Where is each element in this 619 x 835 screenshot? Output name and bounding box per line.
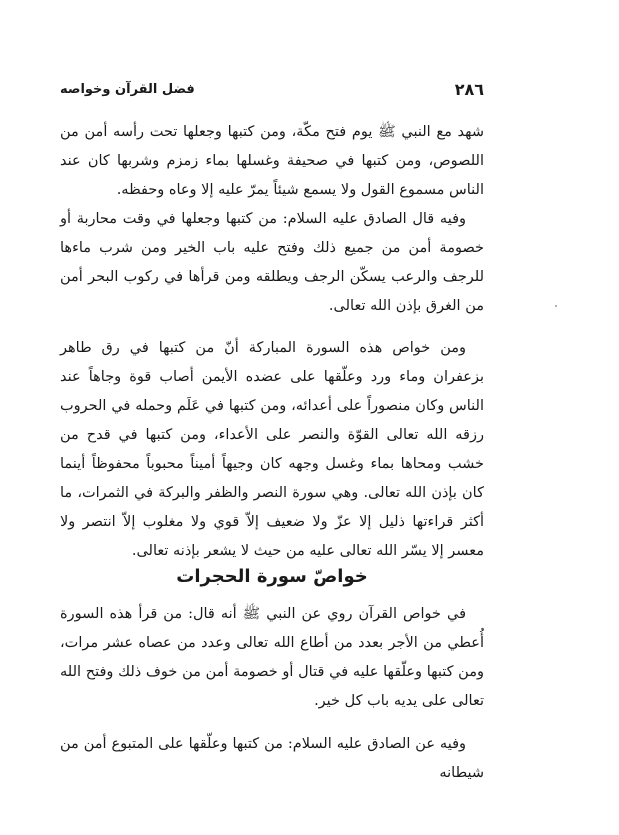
margin-mark	[555, 305, 557, 307]
section-heading: خواصّ سورة الحجرات	[176, 566, 368, 587]
page-number: ٢٨٦	[454, 79, 484, 99]
running-head	[60, 78, 484, 100]
paragraph-2: وفيه قال الصادق عليه السلام: من كتبها وجعلها في وقت محاربة أو خصومة أمن من جميع ذلك وفتح عليه باب الخير ومن شرب ماءها للرجف والرعب يسكّن الرجف ويطلقه ومن قرأها في ركوب البحر أمن من الغرق بإذن الله تعالى.	[60, 211, 484, 314]
paragraph-1: شهد مع النبي ﷺ يوم فتح مكّة، ومن كتبها وجعلها تحت رأسه أمن من اللصوص، ومن كتبها في صحيفة وغسلها بماء زمزم وشربها كان عند الناس مسموع القول ولا يسمع شيئاً يمرّ عليه إلا وعاه وحفظه.	[60, 124, 484, 198]
paragraph-5: وفيه عن الصادق عليه السلام: من كتبها وعلّقها على المتبوع أمن من شيطانه	[60, 736, 484, 781]
paragraph-3: ومن خواص هذه السورة المباركة أنّ من كتبها في رق طاهر بزعفران وماء ورد وعلّقها على عضده الأيمن أصاب قوة وجاهاً عند الناس وكان منصوراً على أعدائه، ومن كتبها في عَلَم وحمله في الحروب رزقه الله تعالى القوّة والنصر على الأعداء، ومن كتبها في قدح من خشب ومحاها بماء وغسل وجهه كان وجيهاً أميناً محبوباً محفوظاً أينما كان بإذن الله تعالى. وهي سورة النصر والظفر والبركة في الثمرات، ما أكثر قراءتها ذليل إلا عزّ ولا ضعيف إلاّ قوي ولا مغلوب إلاّ انتصر ولا معسر إلا يسّر الله تعالى عليه من حيث لا يشعر بإذنه تعالى.	[60, 340, 484, 559]
book-title: فضل القرآن وخواصه	[60, 81, 195, 97]
paragraph-4: في خواص القرآن روي عن النبي ﷺ أنه قال: من قرأ هذه السورة أُعطي من الأجر بعدد من أطاع الله تعالى وعدد من عصاه عشر مرات، ومن كتبها وعلّقها عليه في قتال أو خصومة أمن من خوف ذلك وفتح الله تعالى على يديه باب كل خير.	[60, 606, 484, 709]
